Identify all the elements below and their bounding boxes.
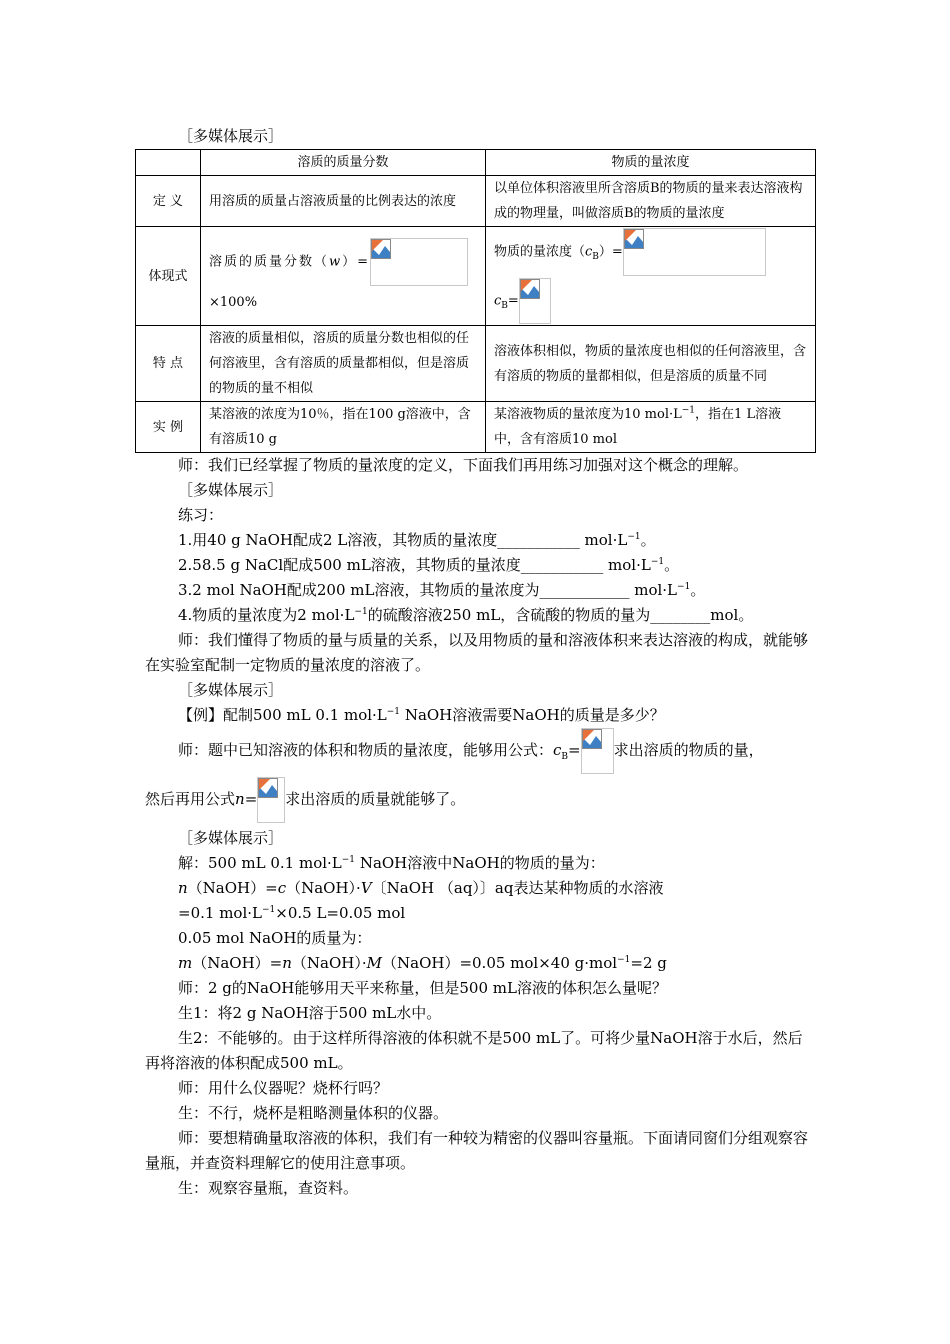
formula-image-placeholder	[519, 278, 551, 324]
broken-image-icon	[371, 239, 391, 259]
paragraph-3: 师：题中已知溶液的体积和物质的量浓度，能够用公式：$c_B=$ 求出溶质的物质的量，	[145, 727, 817, 774]
multimedia-header-3: ［多媒体展示］	[178, 681, 284, 699]
cell-features-mass: 溶液的质量相似，溶质的质量分数也相似的任何溶液里，含有溶质的质量都相似，但是溶质的物质的量不相似	[201, 326, 486, 402]
formula-image-placeholder	[257, 777, 285, 823]
cell-formula-conc	[486, 227, 816, 326]
row-label-example: 实 例	[136, 402, 201, 453]
comparison-table	[135, 149, 816, 453]
table-header-molar-concentration: 物质的量浓度	[486, 150, 816, 176]
multimedia-header-4: ［多媒体展示］	[178, 829, 284, 847]
formula-image-placeholder	[623, 228, 766, 276]
table-header-empty	[136, 150, 201, 176]
table-row-formula	[136, 227, 816, 326]
solution-line-3: =0.1 $mol\cdot L^{-1}\times 0.5$ L=0.05 mol	[178, 904, 406, 922]
table-header-row	[136, 150, 816, 176]
mass-formula-w: w	[329, 254, 343, 269]
example-conc-a: 某溶液物质的量浓度为10 mol·L	[494, 407, 682, 422]
broken-image-icon	[520, 279, 540, 299]
mass-formula-percent: ×100%	[209, 294, 258, 310]
cell-definition-conc: 以单位体积溶液里所含溶质B的物质的量来表达溶液构成的物理量，叫做溶质B的物质的量浓度	[486, 176, 816, 227]
paragraph-4: 然后再用公式n= 求出溶质的质量就能够了。	[145, 777, 817, 823]
broken-image-icon	[582, 729, 602, 749]
conc-formula-text: 物质的量浓度（	[494, 244, 586, 260]
exercise-4: 4.物质的量浓度为2 $mol\cdot L^{-1}$的硫酸溶液250 mL，含硫酸的物质的量为________mol。	[178, 606, 754, 624]
row-label-definition: 定 义	[136, 176, 201, 227]
formula-image-placeholder	[581, 728, 614, 774]
cell-formula-mass	[201, 227, 486, 326]
mass-formula-text: 溶质的质量分数（	[209, 254, 330, 269]
paragraph-10: 师：要想精确量取溶液的体积，我们有一种较为精密的仪器叫容量瓶。下面请同窗们分组观察容量瓶，并查资料理解它的使用注意事项。	[145, 1129, 809, 1172]
paragraph-7: 生2：不能够的。由于这样所得溶液的体积就不是500 mL了。可将少量NaOH溶于水后，然后再将溶液的体积配成500 mL。	[145, 1029, 803, 1072]
cell-example-conc	[486, 402, 816, 453]
example-conc-b: ，指在1 L溶液中，含有溶质10 mol	[494, 407, 782, 447]
exercise-title: 练习：	[178, 506, 224, 524]
cell-definition-mass: 用溶质的质量占溶液质量的比例表达的浓度	[201, 176, 486, 227]
paragraph-1: 师：我们已经掌握了物质的量浓度的定义，下面我们再用练习加强对这个概念的理解。	[178, 456, 749, 474]
solution-line-1: 解：500 mL 0.1 $mol\cdot L^{-1}$ NaOH溶液中NaOH的物质的量为：	[178, 854, 605, 872]
cell-example-mass: 某溶液的浓度为10％，指在100 g溶液中，含有溶质10 g	[201, 402, 486, 453]
row-label-features: 特 点	[136, 326, 201, 402]
exercise-1: 1.用40 g NaOH配成2 L溶液，其物质的量浓度___________ $mol\cdot L^{-1}$。	[178, 531, 656, 549]
paragraph-11: 生：观察容量瓶，查资料。	[178, 1179, 359, 1197]
table-row-example	[136, 402, 816, 453]
conc-formula-c: c	[585, 244, 593, 260]
table-header-mass-fraction: 溶质的质量分数	[201, 150, 486, 176]
broken-image-icon	[624, 229, 644, 249]
conc-formula2-c: c	[494, 293, 502, 309]
conc-formula2-sub: B	[501, 301, 508, 312]
conc-formula2-eq: =	[507, 293, 519, 309]
row-label-formula: 体现式	[136, 227, 201, 326]
table-row-definition	[136, 176, 816, 227]
formula-image-placeholder	[370, 238, 468, 286]
solution-line-2: n（NaOH）=c（NaOH）·V〔NaOH （aq）〕aq表达某种物质的水溶液	[178, 879, 664, 897]
exercise-2: 2.58.5 g NaCl配成500 mL溶液，其物质的量浓度___________ $mol\cdot L^{-1}$。	[178, 556, 680, 574]
conc-formula-sub: B	[592, 252, 599, 263]
broken-image-icon	[258, 778, 278, 798]
paragraph-2: 师：我们懂得了物质的量与质量的关系，以及用物质的量和溶液体积来表达溶液的构成，就能够在实验室配制一定物质的量浓度的溶液了。	[145, 631, 809, 674]
paragraph-8: 师：用什么仪器呢？烧杯行吗？	[178, 1079, 389, 1097]
conc-formula-eq: ）=	[598, 244, 623, 260]
solution-line-4: 0.05 mol NaOH的质量为：	[178, 929, 372, 947]
cell-features-conc: 溶液体积相似，物质的量浓度也相似的任何溶液里，含有溶质的物质的量都相似，但是溶质的质量不同	[486, 326, 816, 402]
paragraph-9: 生：不行，烧杯是粗略测量体积的仪器。	[178, 1104, 449, 1122]
multimedia-header-2: ［多媒体展示］	[178, 481, 284, 499]
example-question: 【例】配制500 mL 0.1 $mol\cdot L^{-1}$ NaOH溶液需要NaOH的质量是多少？	[178, 706, 665, 724]
paragraph-6: 生1：将2 g NaOH溶于500 mL水中。	[178, 1004, 442, 1022]
mass-formula-eq: ）=	[342, 254, 371, 269]
exercise-3: 3.2 mol NaOH配成200 mL溶液，其物质的量浓度为____________ $mol\cdot L^{-1}$。	[178, 581, 706, 599]
multimedia-header-1: ［多媒体展示］	[178, 127, 284, 145]
paragraph-5: 师：2 g的NaOH能够用天平来称量，但是500 mL溶液的体积怎么量呢？	[178, 979, 667, 997]
solution-line-5: m（NaOH）=n（NaOH）·M（NaOH）=0.05 mol×40 g·mol$^{-1}$=2 g	[178, 954, 667, 972]
table-row-features	[136, 326, 816, 402]
example-conc-sup: −1	[681, 405, 696, 416]
